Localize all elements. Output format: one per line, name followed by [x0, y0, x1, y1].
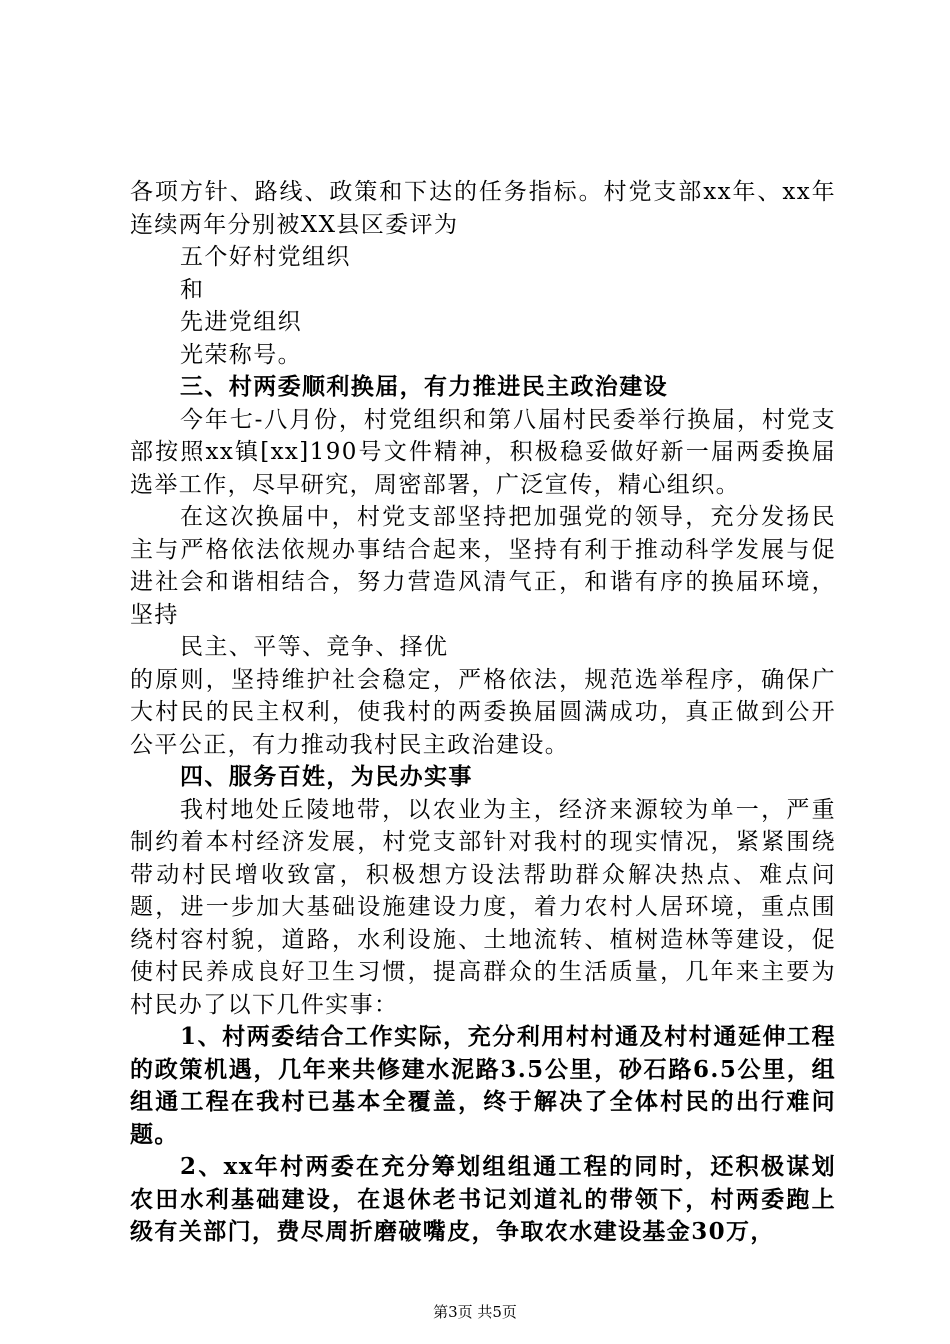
paragraph-title-advanced: 先进党组织	[180, 309, 302, 335]
page-number-footer: 第3页 共5页	[433, 1303, 517, 1321]
paragraph-conjunction: 和	[180, 276, 205, 303]
paragraph-continuation: 各项方针、路线、政策和下达的任务指标。村党支部xx年、xx年连续两年分别被XX县区委评为	[130, 179, 836, 238]
paragraph-title-five-good: 五个好村党组织	[180, 244, 351, 270]
paragraph-item-2: 2、xx年村两委在充分筹划组组通工程的同时，还积极谋划农田水利基础建设，在退休老书记刘道礼的带领下，村两委跑上级有关部门，费尽周折磨破嘴皮，争取农水建设基金30万，	[130, 1153, 836, 1245]
paragraph-election-intro: 今年七-八月份，村党组织和第八届村民委举行换届，村党支部按照xx镇[xx]190号文件精神，积极稳妥做好新一届两委换届选举工作，尽早研究，周密部署，广泛宣传，精心组织。	[130, 406, 836, 498]
paragraph-service-intro: 我村地处丘陵地带，以农业为主，经济来源较为单一，严重制约着本村经济发展，村党支部针对我村的现实情况，紧紧围绕带动村民增收致富，积极想方设法帮助群众解决热点、难点问题，进一步加大基础设施建设力度，着力农村人居环境，重点围绕村容村貌，道路，水利设施、土地流转、植树造林等建设，促使村民养成良好卫生习惯，提高群众的生活质量，几年来主要为村民办了以下几件实事：	[130, 796, 836, 1018]
document-body	[130, 176, 836, 1249]
section-heading-3: 三、村两委顺利换届，有力推进民主政治建设	[180, 373, 668, 400]
paragraph-election-detail: 在这次换届中，村党支部坚持把加强党的领导，充分发扬民主与严格依法依规办事结合起来，坚持有利于推动科学发展与促进社会和谐相结合，努力营造风清气正，和谐有序的换届环境，坚持	[130, 504, 836, 628]
section-heading-4: 四、服务百姓，为民办实事	[180, 763, 473, 790]
paragraph-item-1: 1、村两委结合工作实际，充分利用村村通及村村通延伸工程的政策机遇，几年来共修建水泥路3.5公里，砂石路6.5公里，组组通工程在我村已基本全覆盖，终于解决了全体村民的出行难问题。	[130, 1023, 836, 1148]
paragraph-honor: 光荣称号。	[180, 341, 302, 368]
paragraph-election-result: 的原则，坚持维护社会稳定，严格依法，规范选举程序，确保广大村民的民主权利，使我村的两委换届圆满成功，真正做到公开公平公正，有力推动我村民主政治建设。	[130, 666, 836, 758]
paragraph-principles: 民主、平等、竞争、择优	[180, 634, 449, 660]
